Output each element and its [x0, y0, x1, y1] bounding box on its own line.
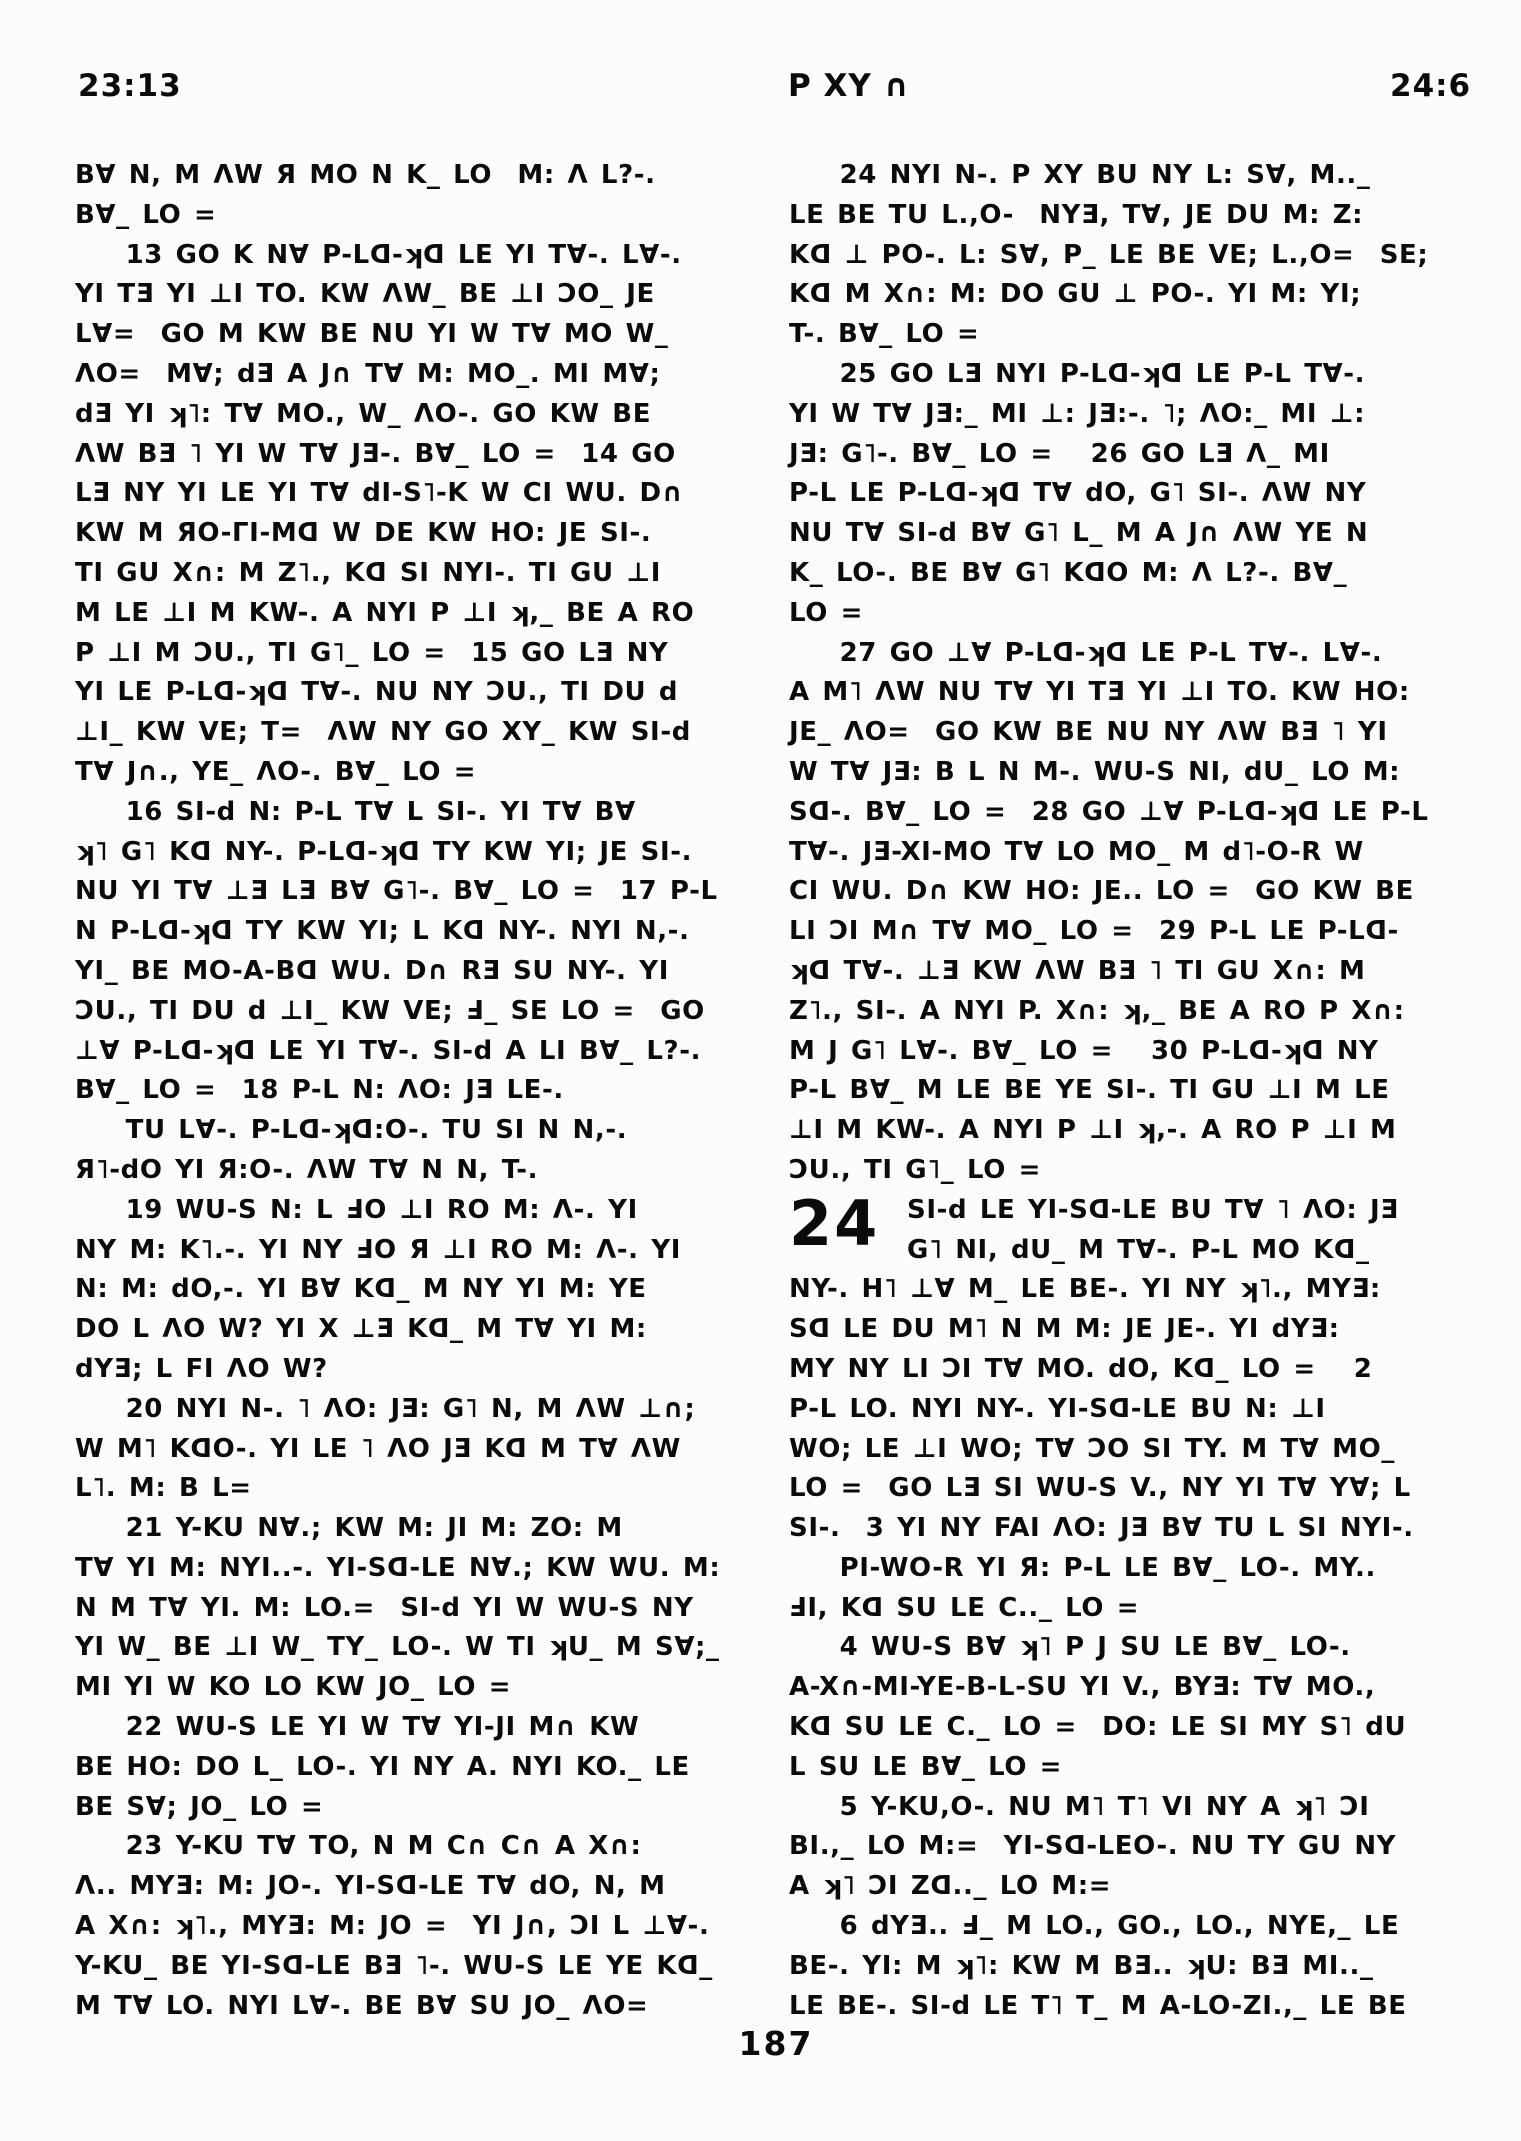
column-left-lines — [75, 156, 765, 2026]
text-line: MI YI W KO LO KW JO_ LO = — [75, 1672, 512, 1703]
text-line: LI ƆI M∩ T∀ MO_ LO = 29 P-L LE P-Lᗡ- — [789, 916, 1399, 947]
text-line: BE-. YI: M ʞ˥: KW M BƎ.. ʞU: BƎ MI.._ — [789, 1950, 1374, 1981]
chapter-24-opening — [789, 1186, 1479, 1271]
text-line: ⊥I_ KW VE; T= ΛW NY GO XY_ KW SI-d — [75, 717, 691, 748]
text-line: TU L∀-. P-Lᗡ-ʞᗡ:O-. TU SI N N,-. — [75, 1115, 628, 1146]
text-line: PI-WO-R YI Я: P-L LE B∀_ LO-. MY.. — [789, 1552, 1376, 1583]
text-line: B∀_ LO = — [75, 199, 217, 230]
text-line: A X∩: ʞ˥., MYƎ: M: JO = YI J∩, ƆI L ⊥∀-. — [75, 1911, 710, 1942]
text-line: 22 WU-S LE YI W T∀ YI-JI M∩ KW — [75, 1712, 640, 1743]
text-line: 19 WU-S N: L ℲO ⊥I RO M: Λ-. YI — [75, 1194, 638, 1225]
text-line: Я˥-dO YI Я:O-. ΛW T∀ N N, T-. — [75, 1154, 539, 1185]
text-line: P-L B∀_ M LE BE YE SI-. TI GU ⊥I M LE — [789, 1075, 1390, 1106]
text-line: LE BE-. SI-d LE T˥ T_ M A-LO-ZI.,_ LE BE — [789, 1990, 1407, 2021]
text-line: NY-. H˥ ⊥∀ M_ LE BE-. YI NY ʞ˥., MYƎ: — [789, 1274, 1381, 1305]
text-line: BE S∀; JO_ LO = — [75, 1791, 324, 1822]
text-line: ƆU., TI DU d ⊥I_ KW VE; Ⅎ_ SE LO = GO — [75, 995, 705, 1026]
text-line: ⊥I M KW-. A NYI P ⊥I ʞ,-. A RO P ⊥I M — [789, 1115, 1397, 1146]
text-line: TI GU X∩: M Z˥., Kᗡ SI NYI-. TI GU ⊥I — [75, 557, 661, 588]
text-line: Y-KU_ BE YI-Sᗡ-LE BƎ ˥-. WU-S LE YE Kᗡ_ — [75, 1950, 713, 1981]
text-line: Λ.. MYƎ: M: JO-. YI-Sᗡ-LE T∀ dO, N, M — [75, 1871, 666, 1902]
text-line: 20 NYI N-. ˥ ΛO: JƎ: G˥ N, M ΛW ⊥∩; — [75, 1393, 696, 1424]
text-line: B∀ N, M ΛW Я MO N K_ LO M: Λ L?-. — [75, 160, 656, 190]
text-line: LƎ NY YI LE YI T∀ dI-S˥-K W CI WU. D∩ — [75, 478, 684, 509]
text-line: W T∀ JƎ: B L N M-. WU-S NI, dU_ LO M: — [789, 756, 1401, 787]
text-line: 21 Y-KU N∀.; KW M: JI M: ZO: M — [75, 1513, 623, 1544]
text-line: BI.,_ LO M:= YI-Sᗡ-LEO-. NU TY GU NY — [789, 1831, 1397, 1862]
running-head-title: P XY ∩ — [788, 68, 910, 104]
text-line: 4 WU-S B∀ ʞ˥ P J SU LE B∀_ LO-. — [789, 1632, 1351, 1663]
text-line: SI-d LE YI-Sᗡ-LE BU T∀ ˥ ΛO: JƎ — [907, 1194, 1399, 1225]
text-line: LO = GO LƎ SI WU-S V., NY YI T∀ Y∀; L — [789, 1473, 1411, 1504]
text-line: 27 GO ⊥∀ P-Lᗡ-ʞᗡ LE P-L T∀-. L∀-. — [789, 637, 1383, 668]
text-line: N P-Lᗡ-ʞᗡ TY KW YI; L Kᗡ NY-. NYI N,-. — [75, 916, 690, 947]
text-line: YI LE P-Lᗡ-ʞᗡ T∀-. NU NY ƆU., TI DU d — [75, 677, 679, 708]
text-line: L˥. M: B L= — [75, 1473, 252, 1504]
page-number: 187 — [738, 2024, 814, 2063]
text-line: MY NY LI ƆI T∀ MO. dO, Kᗡ_ LO = 2 — [789, 1353, 1373, 1384]
text-line: Kᗡ ⊥ PO-. L: S∀, P_ LE BE VE; L.,O= SE; — [789, 239, 1429, 270]
text-line: ℲI, Kᗡ SU LE C.._ LO = — [789, 1592, 1140, 1623]
text-line: W M˥ KᗡO-. YI LE ˥ ΛO JƎ Kᗡ M T∀ ΛW — [75, 1433, 681, 1464]
column-right-lines-before-chapter — [789, 156, 1479, 1191]
text-line: LE BE TU L.,O- NYƎ, T∀, JE DU M: Z: — [789, 199, 1364, 230]
text-line: P ⊥I M ƆU., TI G˥_ LO = 15 GO LƎ NY — [75, 637, 669, 668]
text-line: 23 Y-KU T∀ TO, N M C∩ C∩ A X∩: — [75, 1831, 642, 1862]
text-column-right — [789, 156, 1479, 2026]
text-line: ΛO= M∀; dƎ A J∩ T∀ M: MO_. MI M∀; — [75, 358, 661, 389]
text-line: DO L ΛO W? YI X ⊥Ǝ Kᗡ_ M T∀ YI M: — [75, 1314, 647, 1345]
text-line: 16 SI-d N: P-L T∀ L SI-. YI T∀ B∀ — [75, 796, 636, 827]
chapter-opening-lines — [789, 1186, 1479, 1271]
text-line: ƆU., TI G˥_ LO = — [789, 1154, 1042, 1185]
text-line: T∀ J∩., YE_ ΛO-. B∀_ LO = — [75, 756, 477, 787]
text-line: Kᗡ M X∩: M: DO GU ⊥ PO-. YI M: YI; — [789, 279, 1362, 310]
text-line: JƎ: G˥-. B∀_ LO = 26 GO LƎ Λ_ MI — [789, 438, 1330, 469]
text-line: Sᗡ-. B∀_ LO = 28 GO ⊥∀ P-Lᗡ-ʞᗡ LE P-L — [789, 796, 1429, 827]
text-line: NY M: K˥.-. YI NY ℲO Я ⊥I RO M: Λ-. YI — [75, 1234, 682, 1265]
running-head-right-reference: 24:6 — [1390, 68, 1472, 104]
text-line: YI_ BE MO-A-Bᗡ WU. D∩ RƎ SU NY-. YI — [75, 955, 669, 986]
text-line: WO; LE ⊥I WO; T∀ ƆO SI TY. M T∀ MO_ — [789, 1433, 1395, 1464]
text-line: YI W T∀ JƎ:_ MI ⊥: JƎ:-. ˥; ΛO:_ MI ⊥: — [789, 398, 1366, 429]
text-line: 24 NYI N-. P XY BU NY L: S∀, M.._ — [789, 160, 1371, 190]
text-line: N: M: dO,-. YI B∀ Kᗡ_ M NY YI M: YE — [75, 1274, 647, 1305]
text-line: T∀ YI M: NYI..-. YI-Sᗡ-LE N∀.; KW WU. M: — [75, 1552, 721, 1583]
text-line: A ʞ˥ ƆI Zᗡ.._ LO M:= — [789, 1871, 1112, 1902]
text-line: CI WU. D∩ KW HO: JE.. LO = GO KW BE — [789, 876, 1414, 907]
column-right-lines-after-chapter — [789, 1270, 1479, 2026]
text-line: YI W_ BE ⊥I W_ TY_ LO-. W TI ʞU_ M S∀;_ — [75, 1632, 720, 1663]
text-line: NU T∀ SI-d B∀ G˥ L_ M A J∩ ΛW YE N — [789, 518, 1369, 549]
text-line: KW M ЯO-ΓI-Mᗡ W DE KW HO: JE SI-. — [75, 518, 652, 549]
text-line: Sᗡ LE DU M˥ N M M: JE JE-. YI dYƎ: — [789, 1314, 1340, 1345]
text-line: L∀= GO M KW BE NU YI W T∀ MO W_ — [75, 319, 669, 350]
text-line: dƎ YI ʞ˥: T∀ MO., W_ ΛO-. GO KW BE — [75, 398, 652, 429]
text-line: T-. B∀_ LO = — [789, 319, 980, 350]
text-line: B∀_ LO = 18 P-L N: ΛO: JƎ LE-. — [75, 1075, 564, 1106]
text-line: N M T∀ YI. M: LO.= SI-d YI W WU-S NY — [75, 1592, 694, 1623]
chapter-number: 24 — [789, 1186, 880, 1260]
text-line: 6 dYƎ.. Ⅎ_ M LO., GO., LO., NYE,_ LE — [789, 1911, 1400, 1942]
text-line: ⊥∀ P-Lᗡ-ʞᗡ LE YI T∀-. SI-d A LI B∀_ L?-. — [75, 1035, 702, 1066]
text-line: dYƎ; L FI ΛO W? — [75, 1353, 328, 1384]
text-line: K_ LO-. BE B∀ G˥ KᗡO M: Λ L?-. B∀_ — [789, 557, 1348, 588]
text-line: ʞ˥ G˥ Kᗡ NY-. P-Lᗡ-ʞᗡ TY KW YI; JE SI-. — [75, 836, 693, 867]
text-column-left — [75, 156, 765, 2026]
text-line: 25 GO LƎ NYI P-Lᗡ-ʞᗡ LE P-L T∀-. — [789, 358, 1366, 389]
text-line: P-L LE P-Lᗡ-ʞᗡ T∀ dO, G˥ SI-. ΛW NY — [789, 478, 1367, 509]
text-line: SI-. 3 YI NY FAI ΛO: JƎ B∀ TU L SI NYI-. — [789, 1513, 1414, 1544]
text-line: ʞᗡ T∀-. ⊥Ǝ KW ΛW BƎ ˥ TI GU X∩: M — [789, 955, 1366, 986]
text-line: G˥ NI, dU_ M T∀-. P-L MO Kᗡ_ — [907, 1234, 1370, 1265]
text-line: L SU LE B∀_ LO = — [789, 1751, 1063, 1782]
text-line: YI TƎ YI ⊥I TO. KW ΛW_ BE ⊥I ƆO_ JE — [75, 279, 655, 310]
text-line: Z˥., SI-. A NYI P. X∩: ʞ,_ BE A RO P X∩: — [789, 995, 1405, 1026]
text-line: BE HO: DO L_ LO-. YI NY A. NYI KO._ LE — [75, 1751, 690, 1782]
text-line: 13 GO K N∀ P-Lᗡ-ʞᗡ LE YI T∀-. L∀-. — [75, 239, 682, 270]
text-line: M J G˥ L∀-. B∀_ LO = 30 P-Lᗡ-ʞᗡ NY — [789, 1035, 1379, 1066]
text-line: Kᗡ SU LE C._ LO = DO: LE SI MY S˥ dU — [789, 1712, 1407, 1743]
text-line: LO = — [789, 597, 863, 628]
text-line: M LE ⊥I M KW-. A NYI P ⊥I ʞ,_ BE A RO — [75, 597, 695, 628]
text-line: P-L LO. NYI NY-. YI-Sᗡ-LE BU N: ⊥I — [789, 1393, 1326, 1424]
text-line: JE_ ΛO= GO KW BE NU NY ΛW BƎ ˥ YI — [789, 717, 1388, 748]
text-line: M T∀ LO. NYI L∀-. BE B∀ SU JO_ ΛO= — [75, 1990, 649, 2021]
running-head-left-reference: 23:13 — [78, 68, 182, 104]
text-line: A-X∩-MI-YE-B-L-SU YI V., BYƎ: T∀ MO., — [789, 1672, 1376, 1703]
text-line: A M˥ ΛW NU T∀ YI TƎ YI ⊥I TO. KW HO: — [789, 677, 1410, 708]
text-line: ΛW BƎ ˥ YI W T∀ JƎ-. B∀_ LO = 14 GO — [75, 438, 676, 469]
text-line: NU YI T∀ ⊥Ǝ LƎ B∀ G˥-. B∀_ LO = 17 P-L — [75, 876, 718, 907]
text-line: 5 Y-KU,O-. NU M˥ T˥ VI NY A ʞ˥ ƆI — [789, 1791, 1370, 1822]
text-line: T∀-. JƎ-XI-MO T∀ LO MO_ M d˥-O-R W — [789, 836, 1364, 867]
